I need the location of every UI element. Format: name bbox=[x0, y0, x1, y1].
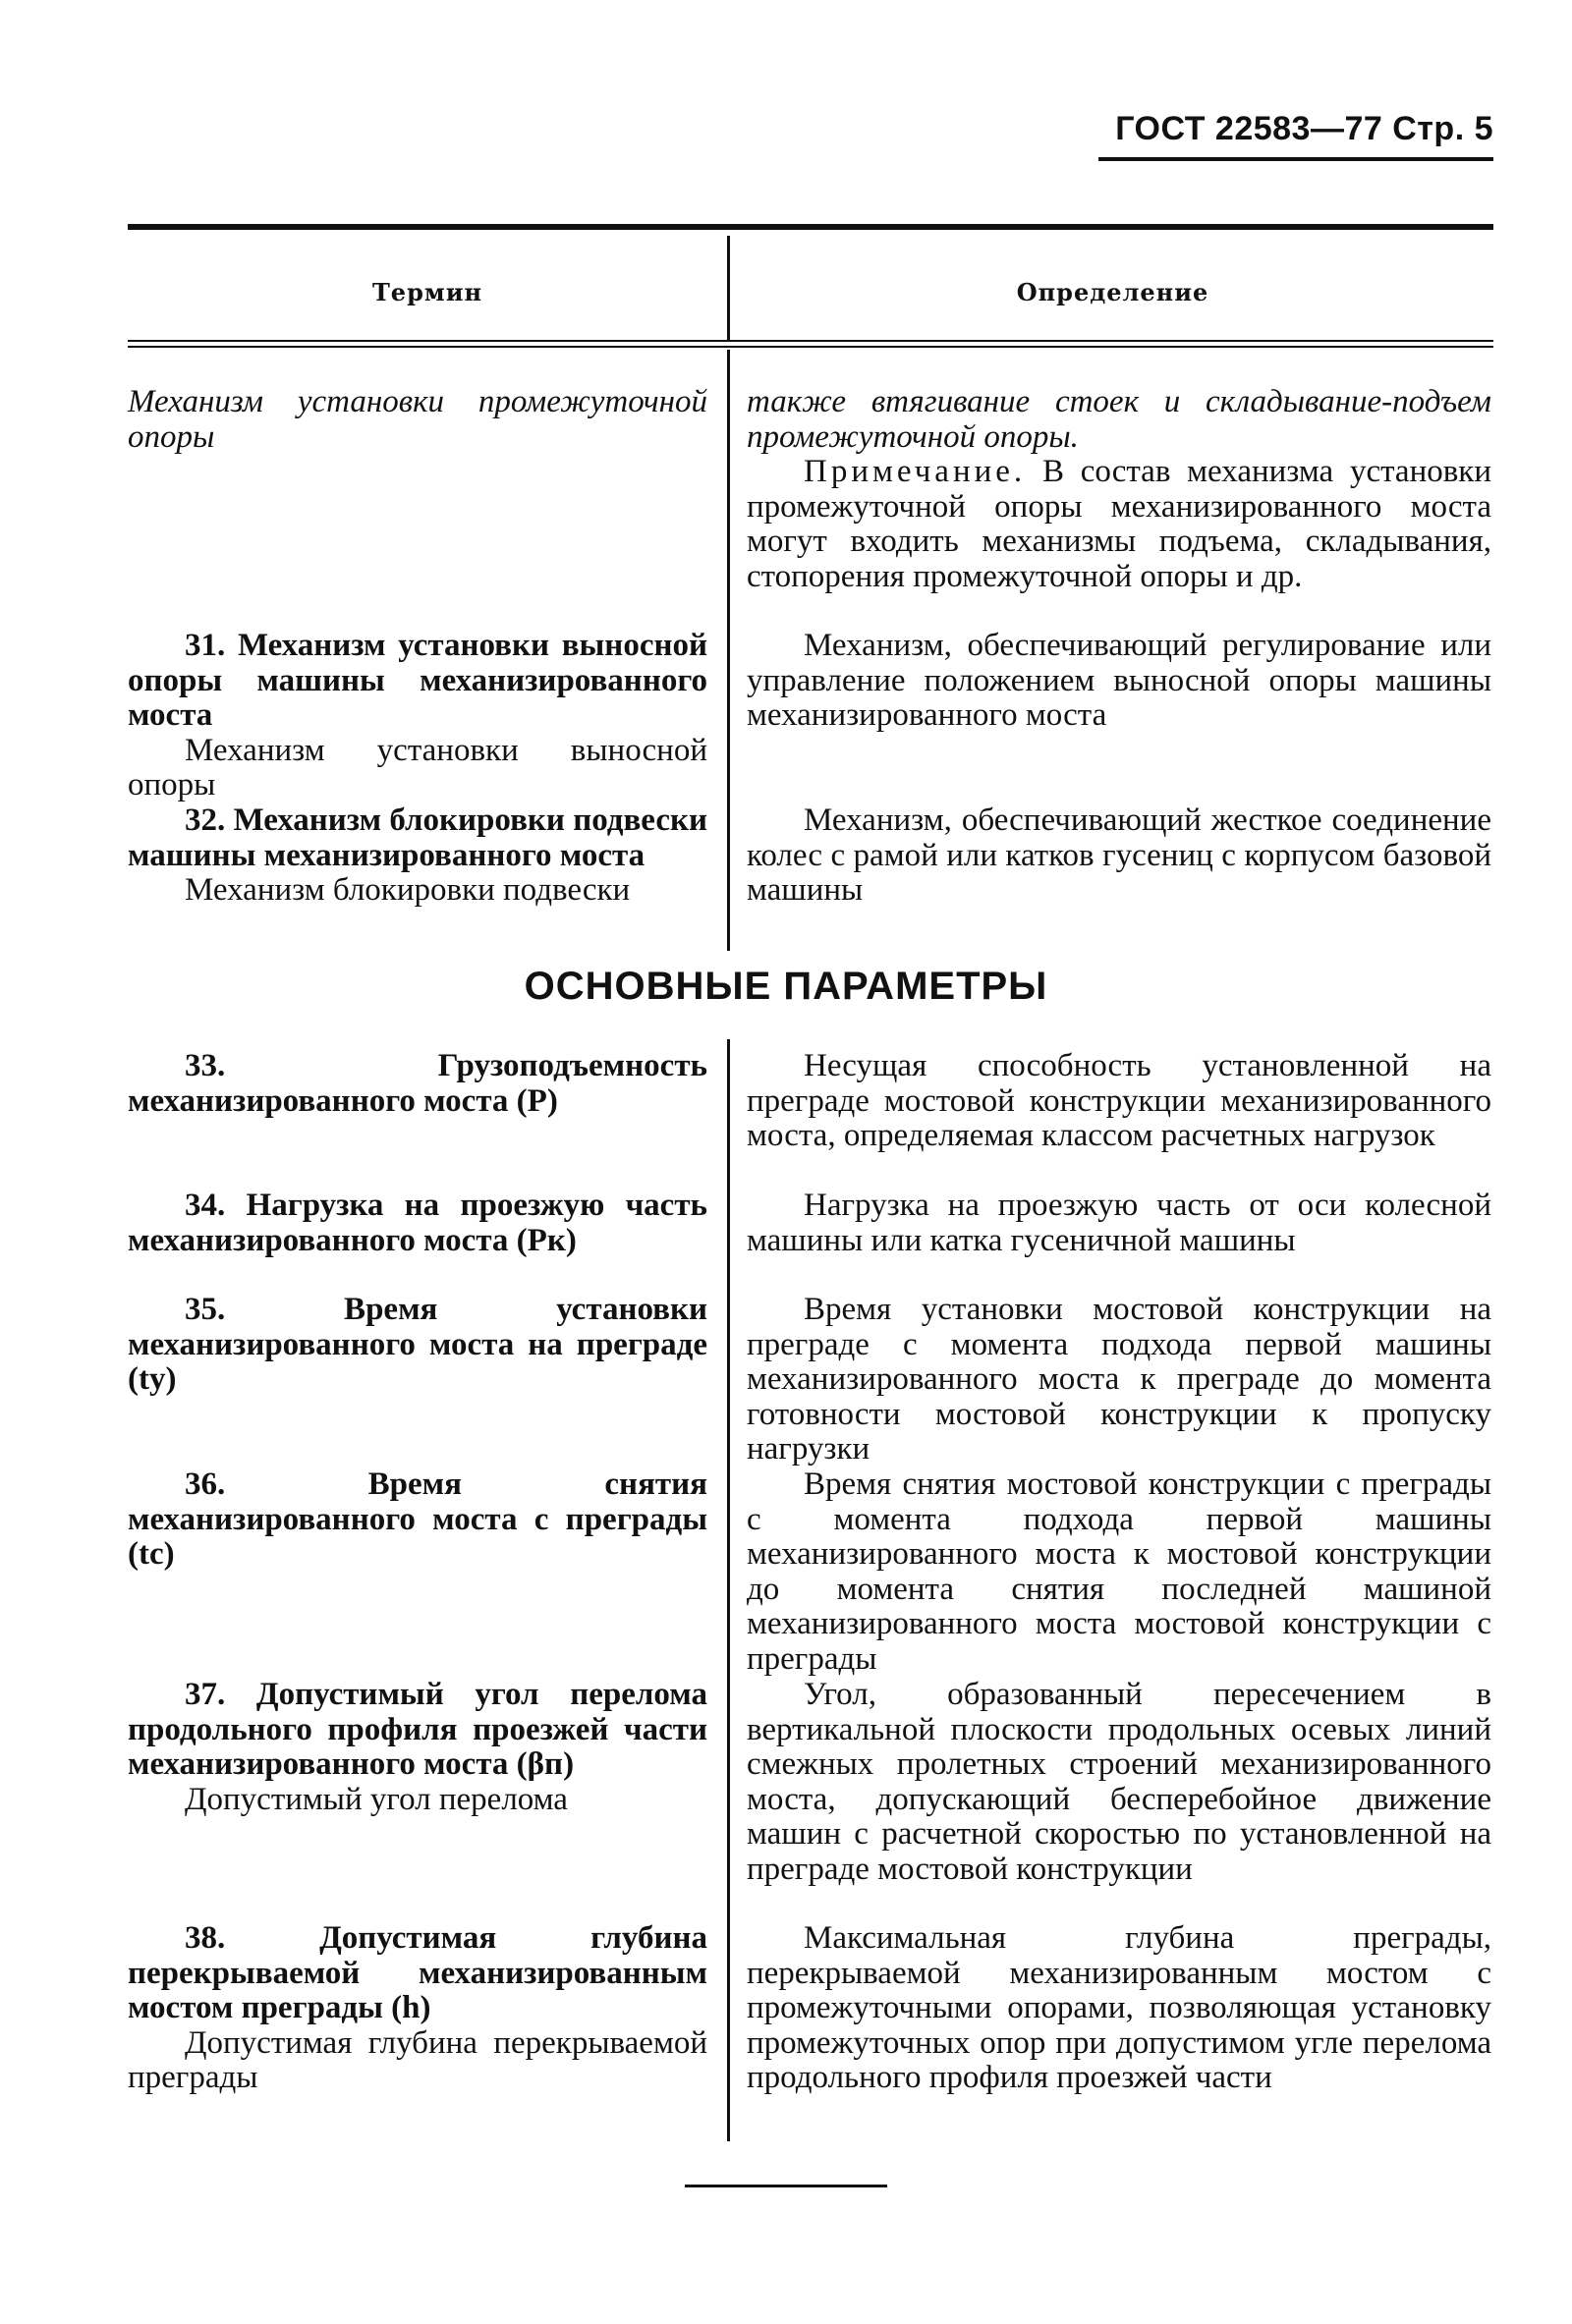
definition-38 bbox=[747, 1921, 1491, 2096]
definition-33 bbox=[747, 1049, 1491, 1154]
term-32 bbox=[128, 803, 707, 909]
page-header: ГОСТ 22583—77 Стр. 5 bbox=[1115, 110, 1493, 147]
term-33-title: 33. Грузоподъемность механизированного моста (P) bbox=[128, 1048, 707, 1119]
table-top-rule bbox=[128, 224, 1493, 230]
column-header-term: Термин bbox=[371, 278, 483, 306]
term-32-title: 32. Механизм блокировки подвески машины механизированного моста bbox=[128, 802, 707, 873]
term-37-alt: Допустимый угол перелома bbox=[185, 1781, 568, 1817]
term-32-alt: Механизм блокировки подвески bbox=[185, 872, 631, 908]
column-header-definition: Определение bbox=[1016, 278, 1209, 306]
definition-37 bbox=[747, 1678, 1491, 1887]
term-36-title: 36. Время снятия механизированного моста с преграды (tс) bbox=[128, 1466, 707, 1572]
definition-37-text: Угол, образованный пересечением в вертикальной плоскости продольных осевых линий смежных пролетных строений механизированного моста, допускающий бесперебойное движение машин с расчетной скоростью по установленной на преграде мостовой конструкции bbox=[747, 1677, 1491, 1887]
term-intermediate-support-mechanism: Механизм установки промежуточной опоры bbox=[128, 384, 707, 455]
definition-31-text: Механизм, обеспечивающий регулирование или управление положением выносной опоры машины механизированного моста bbox=[747, 628, 1491, 733]
definition-31 bbox=[747, 629, 1491, 734]
column-divider-params bbox=[727, 1039, 730, 2141]
term-38-title: 38. Допустимая глубина перекрываемой механизированным мостом преграды (h) bbox=[128, 1920, 707, 2025]
section-title: ОСНОВНЫЕ ПАРАМЕТРЫ bbox=[524, 965, 1048, 1008]
footer-rule bbox=[685, 2185, 887, 2187]
definition-35 bbox=[747, 1293, 1491, 1467]
note-label: Примечание. bbox=[804, 454, 1027, 489]
definition-38-text: Максимальная глубина преграды, перекрываемой механизированным мостом с промежуточными опорами, позволяющая установку промежуточных опор при допустимом угле перелома продольного профиля проезжей части bbox=[747, 1920, 1491, 2095]
term-38-alt: Допустимая глубина перекрываемой преграды bbox=[128, 2024, 707, 2095]
term-34-title: 34. Нагрузка на проезжую часть механизированного моста (Pк) bbox=[128, 1188, 707, 1258]
term-36 bbox=[128, 1467, 707, 1573]
term-31-title: 31. Механизм установки выносной опоры машины механизированного моста bbox=[128, 628, 707, 733]
definition-34-text: Нагрузка на проезжую часть от оси колесной машины или катка гусеничной машины bbox=[747, 1188, 1491, 1258]
term-37-title: 37. Допустимый угол перелома продольного профиля проезжей части механизированного моста (βп) bbox=[128, 1677, 707, 1782]
term-31-alt: Механизм установки выносной опоры bbox=[128, 732, 707, 802]
definition-35-text: Время установки мостовой конструкции на преграде с момента подхода первой машины механизированного моста к преграде до момента готовности мостовой конструкции к пропуску нагрузки bbox=[747, 1292, 1491, 1466]
definition-32 bbox=[747, 803, 1491, 909]
term-34 bbox=[128, 1189, 707, 1258]
definition-36-text: Время снятия мостовой конструкции с преграды с момента подхода первой машины механизированного моста к мостовой конструкции до момента снятия последней машиной механизированного моста мостовой конструкции с преграды bbox=[747, 1466, 1491, 1677]
column-divider-top bbox=[727, 350, 730, 951]
column-divider-header bbox=[727, 236, 730, 342]
table-header-rule-2 bbox=[128, 346, 1493, 348]
term-35-title: 35. Время установки механизированного моста на преграде (tу) bbox=[128, 1292, 707, 1397]
term-37 bbox=[128, 1678, 707, 1817]
definition-36 bbox=[747, 1467, 1491, 1677]
note-intermediate-support bbox=[747, 455, 1491, 594]
term-31 bbox=[128, 629, 707, 803]
definition-33-text: Несущая способность установленной на преграде мостовой конструкции механизированного моста, определяемая классом расчетных нагрузок bbox=[747, 1048, 1491, 1153]
header-underline bbox=[1098, 157, 1493, 161]
definition-34 bbox=[747, 1189, 1491, 1258]
definition-intermediate-support-cont: также втягивание стоек и складывание-подъем промежуточной опоры. bbox=[747, 384, 1491, 455]
note-text: В состав механизма установки промежуточной опоры механизированного моста могут входить механизмы подъема, складывания, стопорения промежуточной опоры и др. bbox=[747, 454, 1492, 594]
term-38 bbox=[128, 1921, 707, 2096]
definition-32-text: Механизм, обеспечивающий жесткое соединение колес с рамой или катков гусениц с корпусом базовой машины bbox=[747, 802, 1491, 908]
term-35 bbox=[128, 1293, 707, 1398]
table-header-rule bbox=[128, 340, 1493, 342]
term-33 bbox=[128, 1049, 707, 1119]
